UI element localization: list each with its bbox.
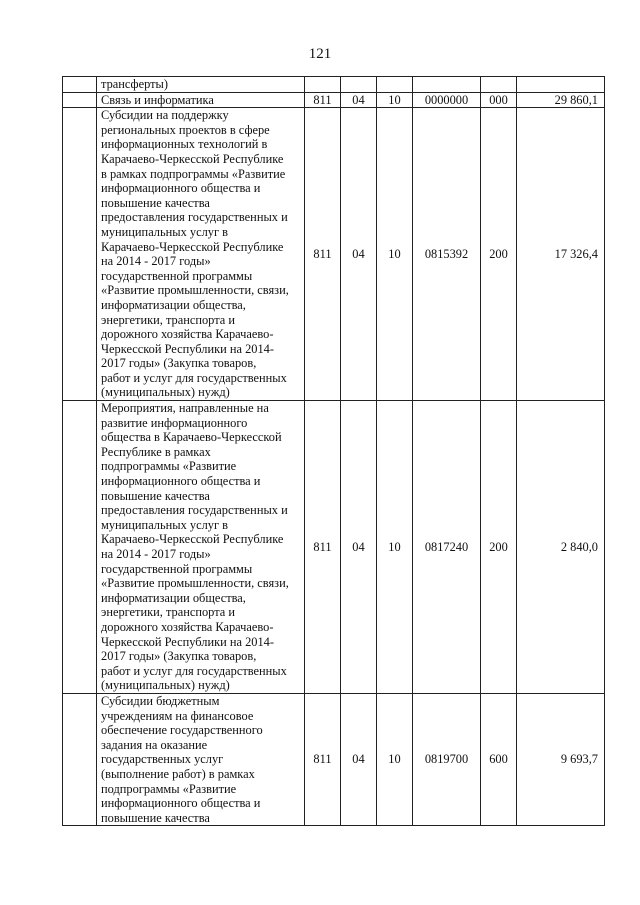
row-number-cell bbox=[63, 77, 97, 93]
table-row bbox=[63, 401, 605, 694]
table-row bbox=[63, 693, 605, 825]
description-cell: трансферты) bbox=[97, 77, 305, 93]
amount-cell: 17 326,4 bbox=[517, 108, 605, 401]
description-cell: Связь и информатика bbox=[97, 92, 305, 108]
description-cell: Субсидии бюджетным учреждениям на финансовое обеспечение государственного задания на оказание государственных услуг (выполнение работ) в рамках подпрограммы «Развитие информационного общества и повышение качества bbox=[97, 693, 305, 825]
amount-cell: 2 840,0 bbox=[517, 401, 605, 694]
expense-type-cell: 600 bbox=[481, 693, 517, 825]
ministry-code-cell bbox=[305, 77, 341, 93]
target-code-cell: 0815392 bbox=[413, 108, 481, 401]
ministry-code-cell: 811 bbox=[305, 108, 341, 401]
ministry-code-cell: 811 bbox=[305, 693, 341, 825]
row-number-cell bbox=[63, 92, 97, 108]
section-code-cell: 04 bbox=[341, 92, 377, 108]
table-row bbox=[63, 77, 605, 93]
table-row bbox=[63, 108, 605, 401]
amount-cell: 29 860,1 bbox=[517, 92, 605, 108]
target-code-cell: 0819700 bbox=[413, 693, 481, 825]
section-code-cell: 04 bbox=[341, 108, 377, 401]
ministry-code-cell: 811 bbox=[305, 401, 341, 694]
description-cell: Мероприятия, направленные на развитие информационного общества в Карачаево-Черкесской Республике в рамках подпрограммы «Развитие информационного общества и повышение качества предоставления государственных и муниципальных услуг в Карачаево-Черкесской Республике на 2014 - 2017 годы» государственной программы «Развитие промышленности, связи, информатизации общества, энергетики, транспорта и дорожного хозяйства Карачаево- Черкесской Республики на 2014- 2017 годы» (Закупка товаров, работ и услуг для государственных (муниципальных) нужд) bbox=[97, 401, 305, 694]
section-code-cell: 04 bbox=[341, 401, 377, 694]
amount-cell: 9 693,7 bbox=[517, 693, 605, 825]
expense-type-cell: 200 bbox=[481, 108, 517, 401]
section-code-cell bbox=[341, 77, 377, 93]
target-code-cell bbox=[413, 77, 481, 93]
section-code-cell: 04 bbox=[341, 693, 377, 825]
amount-cell bbox=[517, 77, 605, 93]
expense-type-cell: 200 bbox=[481, 401, 517, 694]
expense-type-cell bbox=[481, 77, 517, 93]
expense-type-cell: 000 bbox=[481, 92, 517, 108]
page-number: 121 bbox=[308, 46, 332, 62]
description-cell: Субсидии на поддержку региональных проектов в сфере информационных технологий в Карачаево-Черкесской Республике в рамках подпрограммы «Развитие информационного общества и повышение качества предоставления государственных и муниципальных услуг в Карачаево-Черкесской Республике на 2014 - 2017 годы» государственной программы «Развитие промышленности, связи, информатизации общества, энергетики, транспорта и дорожного хозяйства Карачаево- Черкесской Республики на 2014- 2017 годы» (Закупка товаров, работ и услуг для государственных (муниципальных) нужд) bbox=[97, 108, 305, 401]
row-number-cell bbox=[63, 401, 97, 694]
budget-table bbox=[62, 76, 605, 826]
row-number-cell bbox=[63, 108, 97, 401]
subsection-code-cell bbox=[377, 77, 413, 93]
subsection-code-cell: 10 bbox=[377, 108, 413, 401]
ministry-code-cell: 811 bbox=[305, 92, 341, 108]
table-row bbox=[63, 92, 605, 108]
subsection-code-cell: 10 bbox=[377, 92, 413, 108]
target-code-cell: 0817240 bbox=[413, 401, 481, 694]
subsection-code-cell: 10 bbox=[377, 693, 413, 825]
target-code-cell: 0000000 bbox=[413, 92, 481, 108]
row-number-cell bbox=[63, 693, 97, 825]
subsection-code-cell: 10 bbox=[377, 401, 413, 694]
